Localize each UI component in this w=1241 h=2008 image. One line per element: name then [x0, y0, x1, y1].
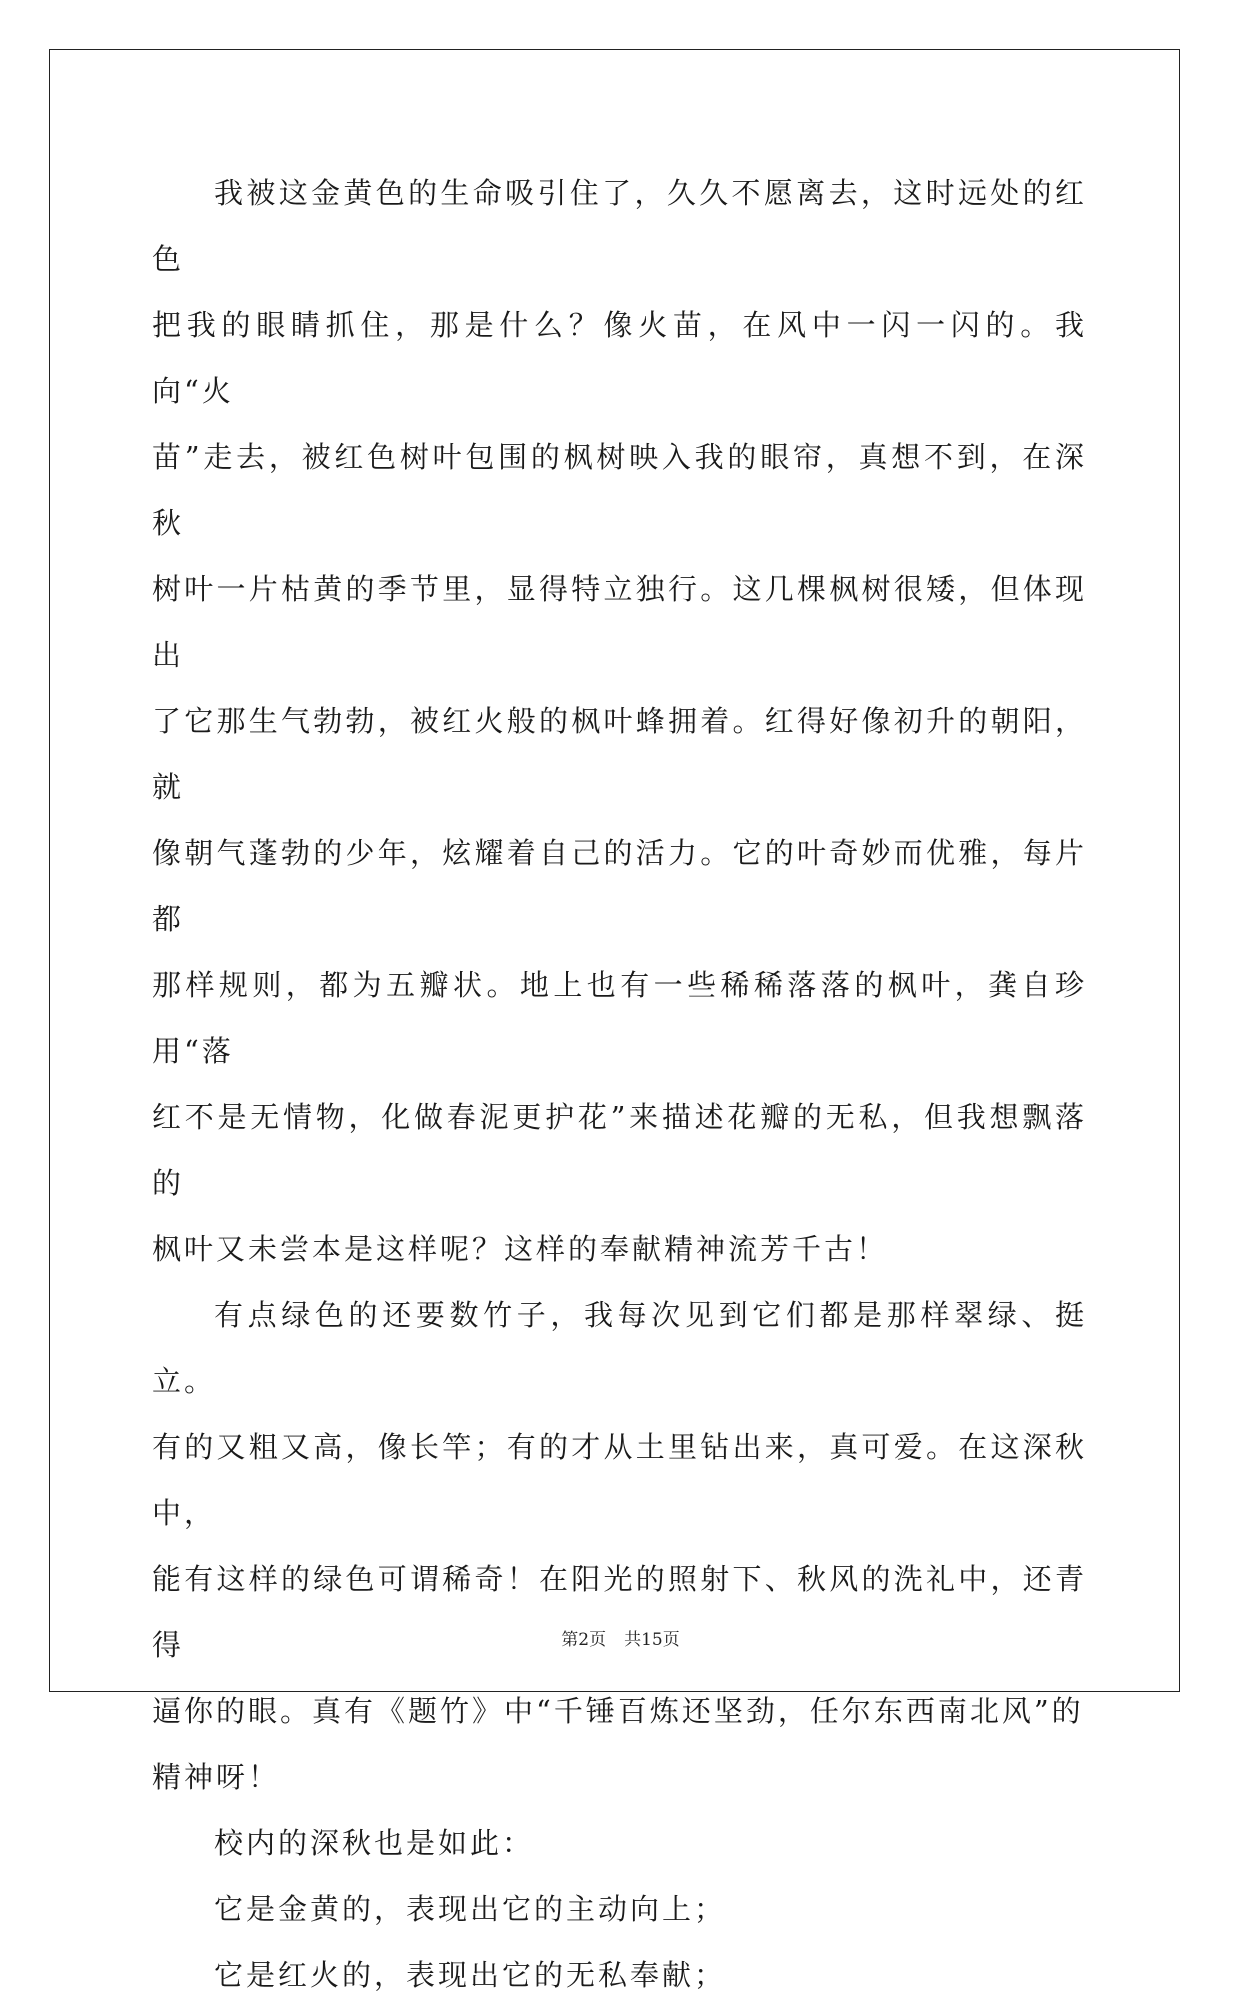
paragraph-1 — [152, 160, 1087, 1282]
text-line: 红不是无情物，化做春泥更护花”来描述花瓣的无私，但我想飘落的 — [152, 1100, 1087, 1200]
text-line: 精神呀！ — [152, 1760, 281, 1794]
paragraph-3 — [152, 1810, 1087, 1876]
text-line: 有的又粗又高，像长竿；有的才从土里钻出来，真可爱。在这深秋中， — [152, 1430, 1087, 1530]
text-line: 它是红火的，表现出它的无私奉献； — [214, 1958, 727, 1992]
paragraph-5 — [152, 1942, 1087, 2008]
text-line: 我被这金黄色的生命吸引住了，久久不愿离去，这时远处的红色 — [152, 176, 1087, 276]
page-total: 共15页 — [624, 1630, 680, 1650]
text-line: 逼你的眼。真有《题竹》中“千锤百炼还坚劲，任尔东西南北风”的 — [152, 1694, 1084, 1728]
text-line: 能有这样的绿色可谓稀奇！在阳光的照射下、秋风的洗礼中，还青得 — [152, 1562, 1087, 1662]
document-body — [152, 160, 1087, 2008]
text-line: 苗”走去，被红色树叶包围的枫树映入我的眼帘，真想不到，在深秋 — [152, 440, 1087, 540]
text-line: 把我的眼睛抓住，那是什么？像火苗，在风中一闪一闪的。我向“火 — [152, 308, 1087, 408]
text-line: 那样规则，都为五瓣状。地上也有一些稀稀落落的枫叶，龚自珍用“落 — [152, 968, 1087, 1068]
text-line: 了它那生气勃勃，被红火般的枫叶蜂拥着。红得好像初升的朝阳，就 — [152, 704, 1087, 804]
text-line: 枫叶又未尝本是这样呢？这样的奉献精神流芳千古！ — [152, 1232, 889, 1266]
text-line: 校内的深秋也是如此： — [214, 1826, 535, 1860]
page-number: 第2页 — [561, 1630, 607, 1650]
text-line: 像朝气蓬勃的少年，炫耀着自己的活力。它的叶奇妙而优雅，每片都 — [152, 836, 1087, 936]
page-footer — [0, 1625, 1241, 1650]
paragraph-4 — [152, 1876, 1087, 1942]
paragraph-2 — [152, 1282, 1087, 1810]
text-line: 它是金黄的，表现出它的主动向上； — [214, 1892, 727, 1926]
text-line: 有点绿色的还要数竹子，我每次见到它们都是那样翠绿、挺立。 — [152, 1298, 1087, 1398]
text-line: 树叶一片枯黄的季节里，显得特立独行。这几棵枫树很矮，但体现出 — [152, 572, 1087, 672]
